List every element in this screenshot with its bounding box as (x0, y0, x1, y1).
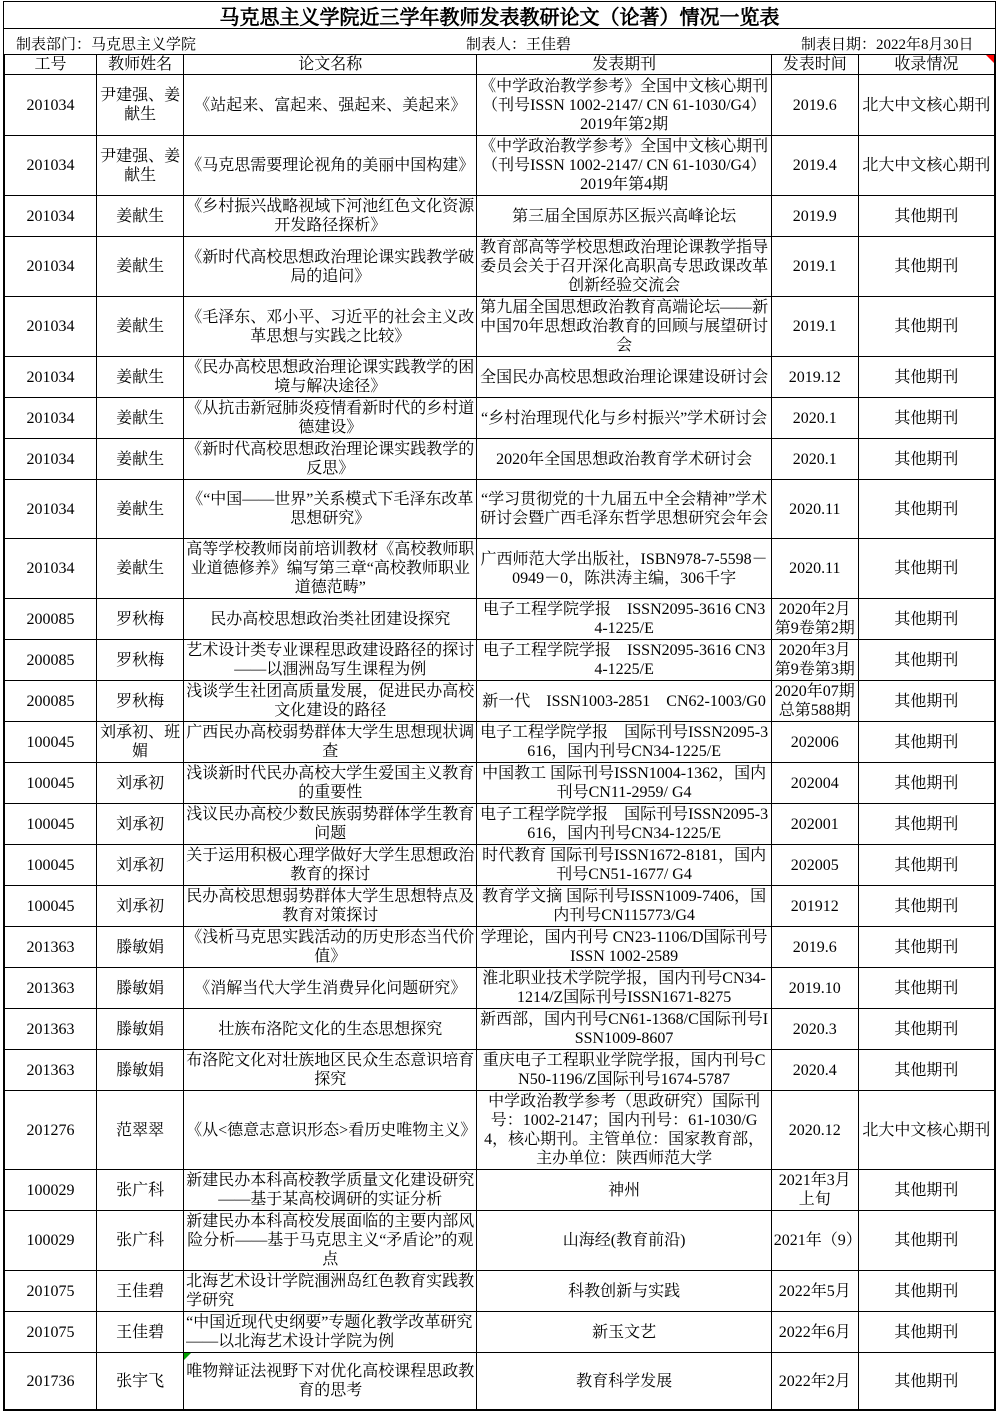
cell-index-status: 其他期刊 (858, 1211, 994, 1271)
cell-index-status: 其他期刊 (858, 804, 994, 845)
cell-publish-date: 2021年（9） (771, 1211, 858, 1271)
cell-employee-id: 100045 (5, 845, 97, 886)
cell-journal: 第九届全国思想政治教育高端论坛——新中国70年思想政治教育的回顾与展望研讨会 (477, 297, 771, 357)
cell-paper-title: 浅谈学生社团高质量发展，促进民办高校文化建设的路径 (184, 681, 477, 722)
cell-publish-date: 2019.4 (771, 136, 858, 196)
table-row (5, 357, 995, 398)
cell-index-status: 其他期刊 (858, 439, 994, 480)
cell-employee-id: 100045 (5, 886, 97, 927)
cell-publish-date: 202004 (771, 763, 858, 804)
cell-journal: 新玉文艺 (477, 1312, 771, 1353)
table-row (5, 1170, 995, 1211)
cell-index-status: 其他期刊 (858, 599, 994, 640)
cell-employee-id: 201034 (5, 297, 97, 357)
sheet (3, 1, 996, 1411)
cell-paper-title: 壮族布洛陀文化的生态思想探究 (184, 1009, 477, 1050)
cell-employee-id: 100045 (5, 804, 97, 845)
cell-publish-date: 202006 (771, 722, 858, 763)
table-row (5, 196, 995, 237)
cell-index-status: 其他期刊 (858, 681, 994, 722)
cell-teacher-name: 罗秋梅 (97, 640, 184, 681)
table-body (5, 75, 995, 1410)
cell-publish-date: 2020年2月第9卷第2期 (771, 599, 858, 640)
info-author: 制表人：王佳碧 (466, 37, 572, 53)
table-row (5, 1353, 995, 1410)
column-header-paper-title: 论文名称 (184, 55, 477, 75)
cell-paper-title: 新建民办本科高校教学质量文化建设研究——基于某高校调研的实证分析 (184, 1170, 477, 1211)
cell-paper-title: 广西民办高校弱势群体大学生思想现状调查 (184, 722, 477, 763)
cell-teacher-name: 刘承初 (97, 763, 184, 804)
cell-paper-title: 浅谈新时代民办高校大学生爱国主义教育的重要性 (184, 763, 477, 804)
cell-publish-date: 2022年2月 (771, 1353, 858, 1410)
cell-journal: 《中学政治教学参考》全国中文核心期刊（刊号ISSN 1002-2147/ CN 61-1030/G4）2019年第4期 (477, 136, 771, 196)
cell-publish-date: 2019.9 (771, 196, 858, 237)
table-row (5, 763, 995, 804)
cell-teacher-name: 张广科 (97, 1211, 184, 1271)
cell-index-status: 其他期刊 (858, 1353, 994, 1410)
cell-index-status: 其他期刊 (858, 927, 994, 968)
table-row (5, 1050, 995, 1091)
cell-employee-id: 201276 (5, 1091, 97, 1170)
cell-paper-title: 民办高校思想弱势群体大学生思想特点及教育对策探讨 (184, 886, 477, 927)
cell-journal: 时代教育 国际刊号ISSN1672-8181，国内刊号CN51-1677/ G4 (477, 845, 771, 886)
cell-publish-date: 2019.1 (771, 237, 858, 297)
cell-journal: 2020年全国思想政治教育学术研讨会 (477, 439, 771, 480)
cell-publish-date: 2020.3 (771, 1009, 858, 1050)
cell-teacher-name: 姜献生 (97, 196, 184, 237)
cell-employee-id: 100029 (5, 1211, 97, 1271)
cell-journal: 电子工程学院学报 ISSN2095-3616 CN34-1225/E (477, 640, 771, 681)
cell-publish-date: 2022年5月 (771, 1271, 858, 1312)
cell-publish-date: 2020.1 (771, 439, 858, 480)
cell-paper-title: 关于运用积极心理学做好大学生思想政治教育的探讨 (184, 845, 477, 886)
table-row (5, 681, 995, 722)
cell-paper-title: 《马克思需要理论视角的美丽中国构建》 (184, 136, 477, 196)
cell-journal: 新西部，国内刊号CN61-1368/C国际刊号ISSN1009-8607 (477, 1009, 771, 1050)
cell-paper-title: 艺术设计类专业课程思政建设路径的探讨——以涠洲岛写生课程为例 (184, 640, 477, 681)
cell-journal: 全国民办高校思想政治理论课建设研讨会 (477, 357, 771, 398)
cell-journal: 教育部高等学校思想政治理论课教学指导委员会关于召开深化高职高专思政课改革创新经验交流会 (477, 237, 771, 297)
cell-journal: 神州 (477, 1170, 771, 1211)
cell-employee-id: 201034 (5, 196, 97, 237)
cell-journal: 第三届全国原苏区振兴高峰论坛 (477, 196, 771, 237)
cell-employee-id: 201363 (5, 968, 97, 1009)
cell-employee-id: 201034 (5, 357, 97, 398)
cell-employee-id: 201034 (5, 439, 97, 480)
cell-teacher-name: 刘承初 (97, 804, 184, 845)
cell-employee-id: 200085 (5, 599, 97, 640)
cell-publish-date: 2020.4 (771, 1050, 858, 1091)
cell-teacher-name: 姜献生 (97, 539, 184, 599)
cell-teacher-name: 刘承初 (97, 886, 184, 927)
cell-journal: 学理论，国内刊号 CN23-1106/D国际刊号 ISSN 1002-2589 (477, 927, 771, 968)
table-row (5, 398, 995, 439)
cell-index-status: 其他期刊 (858, 237, 994, 297)
cell-paper-title: 《浅析马克思实践活动的历史形态当代价值》 (184, 927, 477, 968)
cell-paper-title: 《站起来、富起来、强起来、美起来》 (184, 75, 477, 136)
cell-teacher-name: 姜献生 (97, 480, 184, 539)
cell-index-status: 其他期刊 (858, 763, 994, 804)
cell-paper-title: 北海艺术设计学院涠洲岛红色教育实践教学研究 (184, 1271, 477, 1312)
cell-paper-title: 新建民办本科高校发展面临的主要内部风险分析——基于马克思主义“矛盾论”的观点 (184, 1211, 477, 1271)
cell-publish-date: 2020.12 (771, 1091, 858, 1170)
table-row (5, 1211, 995, 1271)
cell-paper-title: 高等学校教师岗前培训教材《高校教师职业道德修养》编写第三章“高校教师职业道德范畴” (184, 539, 477, 599)
cell-index-status: 北大中文核心期刊 (858, 75, 994, 136)
cell-employee-id: 201736 (5, 1353, 97, 1410)
cell-index-status: 其他期刊 (858, 357, 994, 398)
column-header-publish-date: 发表时间 (771, 55, 858, 75)
cell-teacher-name: 姜献生 (97, 357, 184, 398)
cell-publish-date: 2020.11 (771, 539, 858, 599)
header-row (5, 55, 995, 75)
table-row (5, 1009, 995, 1050)
cell-journal: 教育学文摘 国际刊号ISSN1009-7406，国内刊号CN115773/G4 (477, 886, 771, 927)
cell-teacher-name: 滕敏娟 (97, 1050, 184, 1091)
cell-paper-title: 《民办高校思想政治理论课实践教学的困境与解决途径》 (184, 357, 477, 398)
table-row (5, 136, 995, 196)
table-row (5, 75, 995, 136)
cell-index-status: 其他期刊 (858, 1271, 994, 1312)
cell-paper-title: 《从抗击新冠肺炎疫情看新时代的乡村道德建设》 (184, 398, 477, 439)
cell-employee-id: 100045 (5, 722, 97, 763)
cell-teacher-name: 张广科 (97, 1170, 184, 1211)
cell-publish-date: 2019.6 (771, 75, 858, 136)
table-row (5, 439, 995, 480)
cell-journal: 山海经(教育前沿) (477, 1211, 771, 1271)
cell-employee-id: 100045 (5, 763, 97, 804)
cell-publish-date: 2020年3月第9卷第3期 (771, 640, 858, 681)
cell-teacher-name: 刘承初 (97, 845, 184, 886)
cell-employee-id: 201034 (5, 75, 97, 136)
info-date: 制表日期：2022年8月30日 (801, 37, 974, 53)
cell-paper-title: 浅议民办高校少数民族弱势群体学生教育问题 (184, 804, 477, 845)
cell-teacher-name: 尹建强、姜献生 (97, 75, 184, 136)
cell-publish-date: 2020.11 (771, 480, 858, 539)
cell-teacher-name: 姜献生 (97, 237, 184, 297)
papers-table (4, 54, 995, 1410)
cell-journal: 中学政治教学参考（思政研究）国际刊号：1002-2147；国内刊号：61-1030/G4，核心期刊。主管单位：国家教育部，主办单位：陕西师范大学 (477, 1091, 771, 1170)
cell-employee-id: 201363 (5, 1050, 97, 1091)
column-header-teacher-name: 教师姓名 (97, 55, 184, 75)
column-header-index-status (858, 55, 994, 75)
cell-publish-date: 2019.1 (771, 297, 858, 357)
cell-index-status: 其他期刊 (858, 722, 994, 763)
cell-index-status: 其他期刊 (858, 398, 994, 439)
cell-index-status: 其他期刊 (858, 1050, 994, 1091)
cell-paper-title: 《新时代高校思想政治理论课实践教学破局的追问》 (184, 237, 477, 297)
cell-index-status: 其他期刊 (858, 539, 994, 599)
cell-teacher-name: 罗秋梅 (97, 599, 184, 640)
cell-index-status: 其他期刊 (858, 297, 994, 357)
cell-index-status: 其他期刊 (858, 196, 994, 237)
cell-paper-title: “中国近现代史纲要”专题化教学改革研究——以北海艺术设计学院为例 (184, 1312, 477, 1353)
table-row (5, 1091, 995, 1170)
table-row (5, 1312, 995, 1353)
cell-employee-id: 201363 (5, 927, 97, 968)
cell-publish-date: 2020.1 (771, 398, 858, 439)
table-row (5, 886, 995, 927)
error-indicator-icon (184, 1353, 191, 1360)
cell-index-status: 北大中文核心期刊 (858, 1091, 994, 1170)
cell-index-status: 其他期刊 (858, 886, 994, 927)
cell-teacher-name: 滕敏娟 (97, 927, 184, 968)
cell-teacher-name: 刘承初、班媚 (97, 722, 184, 763)
cell-paper-title: 《毛泽东、邓小平、习近平的社会主义改革思想与实践之比较》 (184, 297, 477, 357)
cell-employee-id: 200085 (5, 640, 97, 681)
cell-journal: 《中学政治教学参考》全国中文核心期刊（刊号ISSN 1002-2147/ CN 61-1030/G4）2019年第2期 (477, 75, 771, 136)
table-row (5, 845, 995, 886)
cell-employee-id: 201034 (5, 237, 97, 297)
page-title: 马克思主义学院近三学年教师发表教研论文（论著）情况一览表 (4, 2, 995, 29)
cell-teacher-name: 滕敏娟 (97, 1009, 184, 1050)
cell-employee-id: 201363 (5, 1009, 97, 1050)
cell-paper-title: 《消解当代大学生消费异化问题研究》 (184, 968, 477, 1009)
cell-journal: “学习贯彻党的十九届五中全会精神”学术研讨会暨广西毛泽东哲学思想研究会年会 (477, 480, 771, 539)
cell-teacher-name: 王佳碧 (97, 1271, 184, 1312)
cell-paper-title: 唯物辩证法视野下对优化高校课程思政教育的思考 (184, 1353, 477, 1410)
cell-index-status: 其他期刊 (858, 1009, 994, 1050)
table-row (5, 599, 995, 640)
cell-index-status: 其他期刊 (858, 640, 994, 681)
cell-journal: “乡村治理现代化与乡村振兴”学术研讨会 (477, 398, 771, 439)
cell-employee-id: 201075 (5, 1271, 97, 1312)
cell-journal: 新一代 ISSN1003-2851 CN62-1003/G0 (477, 681, 771, 722)
cell-teacher-name: 罗秋梅 (97, 681, 184, 722)
cell-paper-title: 《从<德意志意识形态>看历史唯物主义》 (184, 1091, 477, 1170)
cell-index-status: 其他期刊 (858, 968, 994, 1009)
cell-journal: 中国教工 国际刊号ISSN1004-1362，国内刊号CN11-2959/ G4 (477, 763, 771, 804)
cell-publish-date: 202005 (771, 845, 858, 886)
cell-journal: 电子工程学院学报 国际刊号ISSN2095-3616，国内刊号CN34-1225/E (477, 804, 771, 845)
cell-journal: 重庆电子工程职业学院学报，国内刊号CN50-1196/Z国际刊号1674-5787 (477, 1050, 771, 1091)
table-row (5, 640, 995, 681)
cell-index-status: 其他期刊 (858, 1170, 994, 1211)
cell-employee-id: 201075 (5, 1312, 97, 1353)
cell-employee-id: 201034 (5, 398, 97, 439)
cell-publish-date: 202001 (771, 804, 858, 845)
cell-publish-date: 201912 (771, 886, 858, 927)
table-row (5, 1271, 995, 1312)
table-row (5, 297, 995, 357)
column-header-employee-id: 工号 (5, 55, 97, 75)
cell-publish-date: 2019.6 (771, 927, 858, 968)
cell-publish-date: 2020年07期总第588期 (771, 681, 858, 722)
cell-teacher-name: 尹建强、姜献生 (97, 136, 184, 196)
cell-index-status: 其他期刊 (858, 1312, 994, 1353)
cell-index-status: 其他期刊 (858, 480, 994, 539)
table-row (5, 722, 995, 763)
cell-journal: 广西师范大学出版社，ISBN978-7-5598－0949－0，陈洪涛主编，306千字 (477, 539, 771, 599)
cell-paper-title: 民办高校思想政治类社团建设探究 (184, 599, 477, 640)
cell-paper-title: 《新时代高校思想政治理论课实践教学的反思》 (184, 439, 477, 480)
table-row (5, 804, 995, 845)
cell-journal: 淮北职业技术学院学报，国内刊号CN34-1214/Z国际刊号ISSN1671-8275 (477, 968, 771, 1009)
table-row (5, 927, 995, 968)
table-row (5, 539, 995, 599)
cell-publish-date: 2019.10 (771, 968, 858, 1009)
table-row (5, 480, 995, 539)
cell-teacher-name: 王佳碧 (97, 1312, 184, 1353)
cell-index-status: 北大中文核心期刊 (858, 136, 994, 196)
comment-indicator-icon (986, 55, 994, 63)
cell-employee-id: 201034 (5, 136, 97, 196)
cell-journal: 教育科学发展 (477, 1353, 771, 1410)
cell-employee-id: 201034 (5, 539, 97, 599)
cell-index-status: 其他期刊 (858, 845, 994, 886)
table-row (5, 237, 995, 297)
cell-teacher-name: 姜献生 (97, 439, 184, 480)
cell-journal: 电子工程学院学报 国际刊号ISSN2095-3616，国内刊号CN34-1225/E (477, 722, 771, 763)
cell-journal: 科教创新与实践 (477, 1271, 771, 1312)
cell-teacher-name: 范翠翠 (97, 1091, 184, 1170)
cell-paper-title: 《乡村振兴战略视域下河池红色文化资源开发路径探析》 (184, 196, 477, 237)
cell-publish-date: 2022年6月 (771, 1312, 858, 1353)
column-header-index-status-label: 收录情况 (894, 56, 959, 73)
cell-teacher-name: 姜献生 (97, 398, 184, 439)
cell-publish-date: 2021年3月上旬 (771, 1170, 858, 1211)
cell-teacher-name: 滕敏娟 (97, 968, 184, 1009)
cell-publish-date: 2019.12 (771, 357, 858, 398)
cell-employee-id: 201034 (5, 480, 97, 539)
info-row (4, 29, 995, 54)
cell-paper-title: 《“中国——世界”关系模式下毛泽东改革思想研究》 (184, 480, 477, 539)
cell-employee-id: 100029 (5, 1170, 97, 1211)
table-row (5, 968, 995, 1009)
cell-teacher-name: 张宇飞 (97, 1353, 184, 1410)
info-department: 制表部门：马克思主义学院 (16, 37, 197, 53)
cell-paper-title: 布洛陀文化对壮族地区民众生态意识培育探究 (184, 1050, 477, 1091)
cell-employee-id: 200085 (5, 681, 97, 722)
column-header-journal: 发表期刊 (477, 55, 771, 75)
cell-teacher-name: 姜献生 (97, 297, 184, 357)
cell-journal: 电子工程学院学报 ISSN2095-3616 CN34-1225/E (477, 599, 771, 640)
